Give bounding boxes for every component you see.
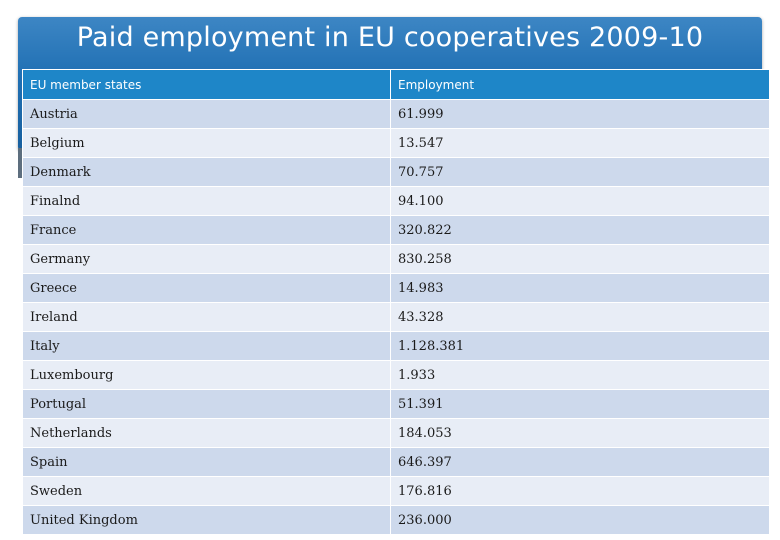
table-row (23, 390, 770, 419)
table-row (23, 419, 770, 448)
table-row (23, 245, 770, 274)
cell-employment: 70.757 (391, 158, 770, 187)
column-header-employment: Employment (391, 70, 770, 100)
table-row (23, 361, 770, 390)
table-row (23, 100, 770, 129)
cell-state: Italy (23, 332, 391, 361)
table-row (23, 506, 770, 535)
cell-state: Greece (23, 274, 391, 303)
cell-employment: 184.053 (391, 419, 770, 448)
cell-state: Netherlands (23, 419, 391, 448)
cell-state: United Kingdom (23, 506, 391, 535)
cell-employment: 14.983 (391, 274, 770, 303)
cell-employment: 646.397 (391, 448, 770, 477)
cell-state: France (23, 216, 391, 245)
column-header-states: EU member states (23, 70, 391, 100)
cell-employment: 320.822 (391, 216, 770, 245)
cell-state: Luxembourg (23, 361, 391, 390)
cell-state: Denmark (23, 158, 391, 187)
table-row (23, 187, 770, 216)
cell-employment: 13.547 (391, 129, 770, 158)
table-row (23, 129, 770, 158)
cell-state: Ireland (23, 303, 391, 332)
cell-state: Portugal (23, 390, 391, 419)
table-row (23, 332, 770, 361)
employment-table (22, 69, 770, 535)
table-row (23, 158, 770, 187)
cell-employment: 236.000 (391, 506, 770, 535)
cell-employment: 61.999 (391, 100, 770, 129)
table-header-row (23, 70, 770, 100)
cell-state: Finalnd (23, 187, 391, 216)
cell-employment: 1.933 (391, 361, 770, 390)
cell-state: Belgium (23, 129, 391, 158)
table-row (23, 448, 770, 477)
cell-employment: 94.100 (391, 187, 770, 216)
cell-employment: 830.258 (391, 245, 770, 274)
table-row (23, 216, 770, 245)
cell-employment: 43.328 (391, 303, 770, 332)
cell-state: Spain (23, 448, 391, 477)
cell-employment: 51.391 (391, 390, 770, 419)
cell-state: Austria (23, 100, 391, 129)
page-title: Paid employment in EU cooperatives 2009-10 (76, 22, 704, 53)
table-row (23, 274, 770, 303)
cell-state: Sweden (23, 477, 391, 506)
cell-employment: 1.128.381 (391, 332, 770, 361)
table-row (23, 477, 770, 506)
cell-state: Germany (23, 245, 391, 274)
cell-employment: 176.816 (391, 477, 770, 506)
table-row (23, 303, 770, 332)
